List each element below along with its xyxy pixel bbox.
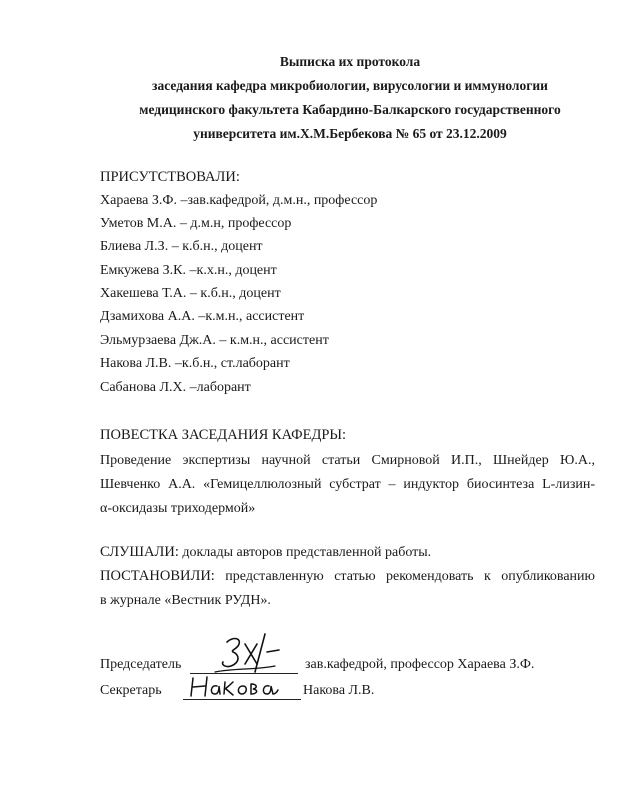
- present-member: Хакешева Т.А. – к.б.н., доцент: [100, 286, 281, 301]
- chair-label: Председатель: [100, 657, 182, 672]
- document-header: [100, 50, 600, 146]
- agenda-title: ПОВЕСТКА ЗАСЕДАНИЯ КАФЕДРЫ:: [100, 427, 347, 443]
- resolved-line-2: в журнале «Вестник РУДН».: [100, 593, 271, 608]
- chair-signature: [205, 628, 295, 678]
- present-member: Сабанова Л.Х. –лаборант: [100, 380, 251, 395]
- present-member: Хараева З.Ф. –зав.кафедрой, д.м.н., профессор: [100, 193, 378, 208]
- present-member: Эльмурзаева Дж.А. – к.м.н., ассистент: [100, 333, 329, 348]
- secretary-label: Секретарь: [100, 683, 162, 698]
- resolved-label: ПОСТАНОВИЛИ:: [100, 568, 215, 584]
- present-member: Дзамихова А.А. –к.м.н., ассистент: [100, 309, 305, 324]
- present-member: Блиева Л.З. – к.б.н., доцент: [100, 239, 263, 254]
- secretary-text: Накова Л.В.: [303, 683, 375, 698]
- present-member: Накова Л.В. –к.б.н., ст.лаборант: [100, 356, 290, 371]
- header-line-1: Выписка их протокола: [279, 54, 421, 69]
- heard-text: доклады авторов представленной работы.: [178, 545, 432, 560]
- resolved-line-1: представленную статью рекомендовать к опубликованию: [214, 569, 595, 584]
- agenda-line-1: Проведение экспертизы научной статьи Смирновой И.П., Шнейдер Ю.А.,: [100, 453, 595, 468]
- header-line-3: медицинского факультета Кабардино-Балкарского государственного: [139, 102, 561, 117]
- secretary-signature: [185, 672, 280, 702]
- heard-label: СЛУШАЛИ:: [100, 544, 179, 560]
- resolved-paragraph: [100, 564, 595, 613]
- heard-paragraph: [100, 540, 595, 565]
- agenda-line-3: α-оксидазы триходермой»: [100, 501, 256, 516]
- present-member: Емкужева З.К. –к.х.н., доцент: [100, 263, 277, 278]
- present-member: Уметов М.А. – д.м.н, профессор: [100, 216, 292, 231]
- agenda-text: [100, 449, 595, 521]
- agenda-line-2: Шевченко А.А. «Гемицеллюлозный субстрат – индуктор биосинтеза L-лизин-: [100, 477, 595, 492]
- header-line-2: заседания кафедра микробиологии, вирусологии и иммунологии: [152, 78, 548, 93]
- header-line-4: университета им.Х.М.Бербекова № 65 от 23.12.2009: [193, 126, 507, 141]
- present-title: ПРИСУТСТВОВАЛИ:: [100, 169, 240, 185]
- chair-text: зав.кафедрой, профессор Хараева З.Ф.: [305, 657, 535, 672]
